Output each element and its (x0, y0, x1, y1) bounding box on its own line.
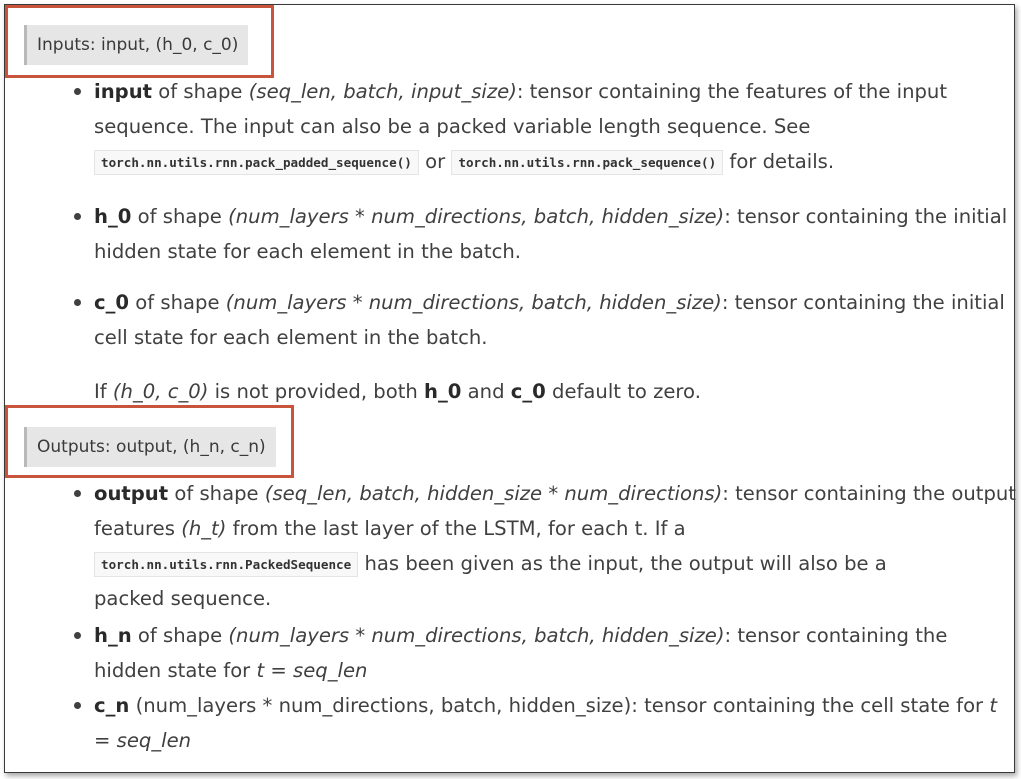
param-shape: (num_layers * num_directions, batch, hidden_size) (225, 291, 722, 314)
param-shape: (seq_len, batch, hidden_size * num_directions) (264, 482, 723, 505)
bullet-icon (74, 299, 81, 306)
list-item-c0: c_0 of shape (num_layers * num_directions, batch, hidden_size): tensor containing the initial cell state for each element in the batch. (94, 285, 1005, 355)
outputs-highlight-box (5, 405, 294, 478)
list-item-input: input of shape (seq_len, batch, input_size): tensor containing the features of the input sequence. The input can also be a packed variable length sequence. See torch.nn.utils.rnn.pack_padded_sequence() or torch.nn.utils.rnn.pack_sequence() for details. (94, 74, 947, 179)
bullet-icon (74, 632, 81, 639)
bullet-icon (74, 490, 81, 497)
list-item-output: output of shape (seq_len, batch, hidden_size * num_directions): tensor containing the output features (h_t) from the last layer of the LSTM, for each t. If a torch.nn.utils.rnn.PackedSequence has been given as the input, the output will also be a packed sequence. (94, 476, 1016, 616)
list-item-hn: h_n of shape (num_layers * num_directions, batch, hidden_size): tensor containing the hidden state for t = seq_len (94, 618, 947, 688)
code-link-pack-padded-sequence[interactable]: torch.nn.utils.rnn.pack_padded_sequence() (94, 150, 419, 175)
param-name: c_0 (94, 291, 130, 314)
list-item-cn: c_n (num_layers * num_directions, batch, hidden_size): tensor containing the cell state for t = seq_len (94, 688, 997, 758)
param-shape: (num_layers * num_directions, batch, hidden_size) (228, 205, 725, 228)
inputs-highlight-box (5, 5, 274, 78)
default-note: If (h_0, c_0) is not provided, both h_0 and c_0 default to zero. (94, 380, 701, 403)
bullet-icon (74, 213, 81, 220)
bullet-icon (74, 702, 81, 709)
param-name: h_0 (94, 205, 132, 228)
param-name: h_n (94, 624, 132, 647)
code-link-packed-sequence[interactable]: torch.nn.utils.rnn.PackedSequence (94, 552, 358, 577)
param-shape: (num_layers * num_directions, batch, hidden_size) (228, 624, 725, 647)
list-item-h0: h_0 of shape (num_layers * num_directions, batch, hidden_size): tensor containing the initial hidden state for each element in the batch. (94, 199, 1007, 269)
param-name: output (94, 482, 169, 505)
param-name: c_n (94, 694, 130, 717)
bullet-icon (74, 88, 81, 95)
code-link-pack-sequence[interactable]: torch.nn.utils.rnn.pack_sequence() (451, 150, 723, 175)
param-name: input (94, 80, 153, 103)
inputs-header: Inputs: input, (h_0, c_0) (24, 25, 248, 65)
outputs-header: Outputs: output, (h_n, c_n) (24, 427, 276, 467)
param-shape: (seq_len, batch, input_size) (248, 80, 517, 103)
